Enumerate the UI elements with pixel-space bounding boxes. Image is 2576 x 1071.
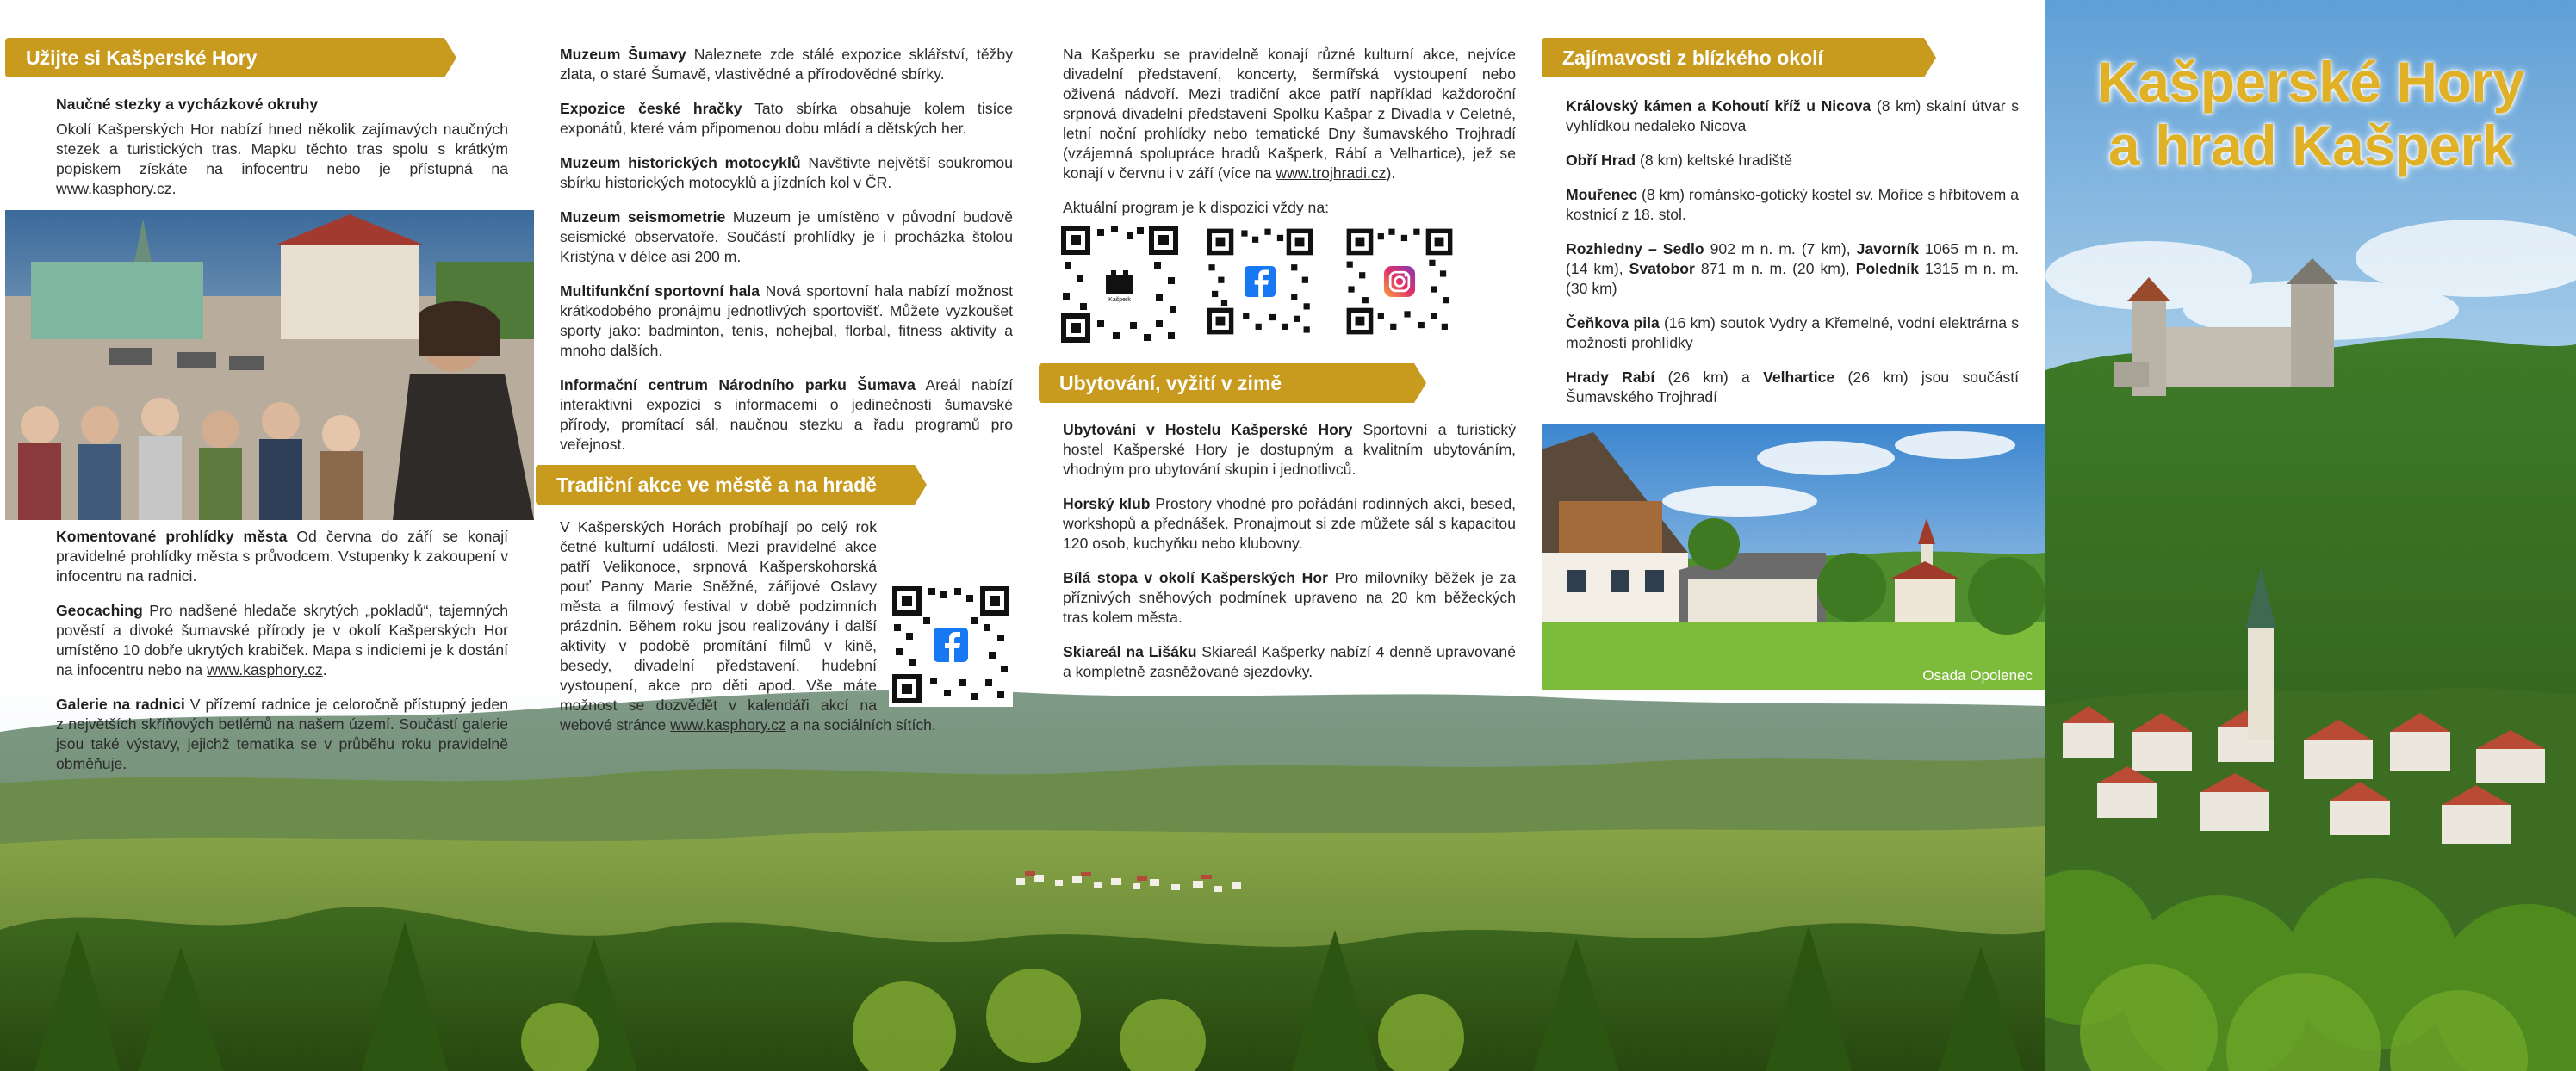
cover-title <box>2045 50 2576 177</box>
cover-title-line-1: Kašperské Hory <box>2097 50 2524 114</box>
qr-code-instagram[interactable] <box>1344 226 1456 337</box>
col1-items <box>56 527 508 789</box>
banner-label: Tradiční akce ve městě a na hradě <box>556 474 878 496</box>
program-note: Aktuální program je k dispozici vždy na: <box>1063 199 1330 216</box>
item-cenkova-pila: Čeňkova pila (16 km) soutok Vydry a Křemelné, vodní elektrárna s možností prohlídky <box>1566 314 2019 351</box>
item-infocentrum-np: Informační centrum Národního parku Šumava Areál nabízí interaktivní expozici s informacemi o jedinečnosti šumavské přírody, promítací sál, naučnou stezku a řadu programů pro veřejnost. <box>560 376 1013 453</box>
opolenec-photo <box>1542 424 2045 690</box>
col2-items <box>560 45 1013 469</box>
item-skiareal: Skiareál na Lišáku Skiareál Kašperky nabízí 4 denně upravované a kompletně zasněžované sjezdovky. <box>1063 643 1516 680</box>
events-text: V Kašperských Horách probíhají po celý rok četné kulturní události. Mezi pravidelné akce patří Velikonoce, srpnová Kašperskohorská pouť Panny Marie Sněžné, zářijové Oslavy města a filmový festival v době podzimních prázdnin. Během roku jsou realizovány i další aktivity v podobě promítání filmů v kině, besedy, divadelní představení, hudební vystoupení, akce pro děti apod. Vše máte možnost se dozvědět v kalendáři akcí na webové stránce <box>560 518 877 734</box>
banner-label: Užijte si Kašperské Hory <box>26 46 258 69</box>
banner-tradicni-akce <box>536 465 915 505</box>
events-section: V Kašperských Horách probíhají po celý rok četné kulturní události. Mezi pravidelné akce patří Velikonoce, srpnová Kašperskohorská pouť Panny Marie Sněžné, zářijové Oslavy města a filmový festival v době podzimních prázdnin. Během roku jsou realizovány i další aktivity v podobě promítání filmů v kině, besedy, divadelní představení, hudební vystoupení, akce pro děti apod. Vše máte možnost se dozvědět v kalendáři akcí na webové stránce www.kasphory.cz a na sociálních sítích. <box>560 517 1013 735</box>
item-expozice-hracky: Expozice české hračky Tato sbírka obsahuje kolem tisíce exponátů, které vám připomenou dobu mládí a dětských her. <box>560 100 1013 137</box>
item-motocykly: Muzeum historických motocyklů Navštivte největší soukromou sbírku historických motocyklů a jízdních kol v ČR. <box>560 154 1013 191</box>
kasphory-link[interactable]: www.kasphory.cz <box>670 716 786 734</box>
qr-code-facebook-events[interactable] <box>889 583 1013 707</box>
banner-label: Ubytování, vyžití v zimě <box>1059 372 1282 394</box>
item-hrady: Hrady Rabí (26 km) a Velhartice (26 km) jsou součástí Šumavského Trojhradí <box>1566 368 2020 405</box>
banner-uzijte-si <box>5 38 444 77</box>
banner-zajimavosti <box>1542 38 1924 77</box>
col4-items <box>1566 96 2019 422</box>
kasphory-link[interactable]: www.kasphory.cz <box>56 180 172 197</box>
item-bila-stopa: Bílá stopa v okolí Kašperských Hor Pro milovníky běžek je za příznivých sněhových podmínek upraveno na 20 km běžeckých tras kolem města. <box>1063 569 1516 626</box>
item-muzeum-sumavy: Muzeum Šumavy Naleznete zde stálé expozice sklářství, těžby zlata, o staré Šumavě, vlastivědné a přírodovědné sbírky. <box>560 46 1013 83</box>
banner-ubytovani <box>1039 363 1414 403</box>
castle-paragraph: Na Kašperku se pravidelně konají různé kulturní akce, nejvíce divadelní představení, koncerty, šermířská vystoupení nebo oživená nádvoří. Mezi tradiční akce patří například každoroční srpnová divadelní představení Spolku Kašpar z Divadla v Celetné, letní noční prohlídky nebo tematické Dny šumavského Trojhradí (vzájemná spolupráce hradů Kašperk, Rábí a Velhartice), jež se konají v červnu i v září (více na www.trojhradi.cz). <box>1063 46 1516 182</box>
guided-tour-photo <box>5 210 534 520</box>
sub-heading: Naučné stezky a vycházkové okruhy <box>56 96 319 113</box>
trojhradi-link[interactable]: www.trojhradi.cz <box>1276 164 1387 182</box>
castle-section <box>1063 45 1516 232</box>
photo-caption: Osada Opolenec <box>1922 667 2033 684</box>
item-gallery: Galerie na radnici V přízemí radnice je celoročně přístupný jeden z největších skříňových betlémů na našem území. Součástí galerie jsou také výstavy, jejichž tematika se v průběhu roku pravidelně obměňuje. <box>56 696 508 772</box>
item-comment-tours: Komentované prohlídky města Od června do září se konají pravidelné prohlídky města s průvodcem. Vstupenky k zakoupení v infocentru na radnici. <box>56 528 509 585</box>
kasphory-link[interactable]: www.kasphory.cz <box>207 661 323 678</box>
item-sportovni-hala: Multifunkční sportovní hala Nová sportovní hala nabízí možnost krátkodobého pronájmu jednotlivých sportovišť. Můžete vyzkoušet sporty jako: badminton, tenis, nohejbal, florbal, fitness aktivity a mnoho dalších. <box>560 282 1013 359</box>
item-rozhledny: Rozhledny – Sedlo 902 m n. m. (7 km), Javorník 1065 m n. m. (14 km), Svatobor 871 m n. m. (20 km), Poledník 1315 m n. m. (30 km) <box>1566 240 2020 297</box>
qr-code-facebook-castle[interactable] <box>1204 226 1316 337</box>
item-hostel: Ubytování v Hostelu Kašperské Hory Sportovní a turistický hostel Kašperské Hory je dostupným a kvalitním ubytováním, vhodným pro ubytování skupin i jednotlivců. <box>1063 421 1517 478</box>
qr-label: Kašperk <box>1108 297 1131 303</box>
item-kralovsky-kamen: Královský kámen a Kohoutí kříž u Nicova (8 km) skalní útvar s vyhlídkou nedaleko Nicova <box>1566 97 2019 134</box>
cover-title-line-2: a hrad Kašperk <box>2108 114 2513 177</box>
item-seismometrie: Muzeum seismometrie Muzeum je umístěno v původní budově seismické observatoře. Součástí prohlídky je i procházka štolou Kristýna v délce asi 200 m. <box>560 208 1014 265</box>
col3-items <box>1063 420 1516 696</box>
intro-section <box>56 95 508 214</box>
intro-paragraph: Okolí Kašperských Hor nabízí hned několik zajímavých naučných stezek a turistických tras. Mapku těchto tras spolu s krátkým popiskem získáte na infocentru nebo je přístupná na www.kasphory.cz. <box>56 121 508 197</box>
instagram-icon <box>1384 266 1415 297</box>
item-horsky-klub: Horský klub Prostory vhodné pro pořádání rodinných akcí, besed, workshopů a přednášek. Pronajmout si zde můžete sál s kapacitou 120 osob, kuchyňku nebo klubovny. <box>1063 495 1516 552</box>
item-mourenec: Mouřenec (8 km) románsko-gotický kostel sv. Mořice s hřbitovem a kostnicí z 18. stol. <box>1566 186 2020 223</box>
item-geocaching: Geocaching Pro nadšené hledače skrytých „pokladů“, tajemných pověstí a divoké šumavské přírody je v okolí Kašperských Hor umístěno 10 dobře ukrytých krabiček. Mapa s indiciemi je k dostání na infocentru nebo na www.kasphory.cz. <box>56 602 508 678</box>
item-obri-hrad: Obří Hrad (8 km) keltské hradiště <box>1566 152 1792 169</box>
qr-code-kasperk[interactable] <box>1058 222 1182 346</box>
banner-label: Zajímavosti z blízkého okolí <box>1562 46 1823 69</box>
